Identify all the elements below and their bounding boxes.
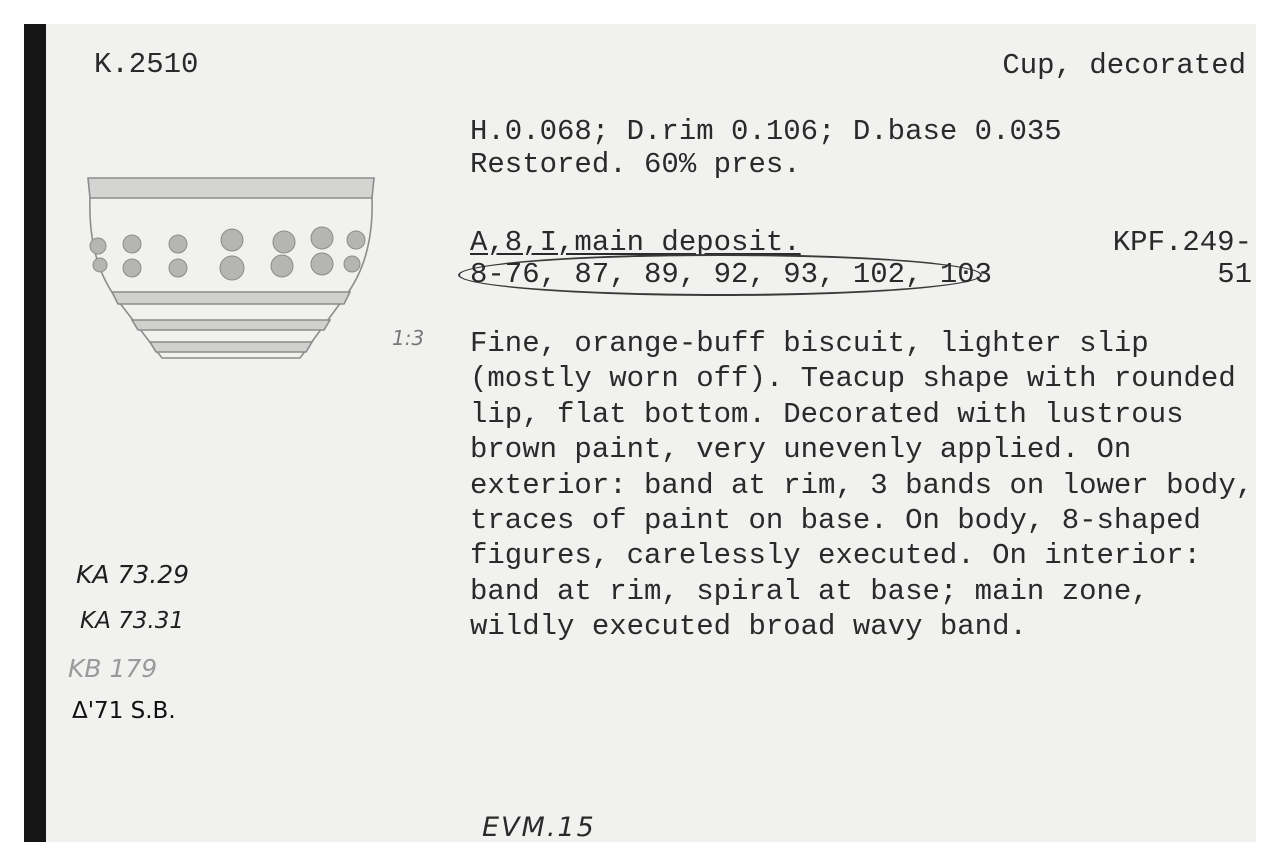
handwritten-note-ka-73-31: KA 73.31 — [80, 608, 184, 634]
description-text: Fine, orange-buff biscuit, lighter slip (mostly worn off). Teacup shape with rounded lip, flat bottom. Decorated with lustrous brown paint, very unevenly applied. On exterior: band at rim, 3 bands on lower body, traces of paint on base. On body, 8-shaped figures, carelessly executed. On interior: band at rim, spiral at base; main zone, wildly executed broad wavy band. — [470, 327, 1254, 644]
kpf-reference-line2: 51 — [1217, 258, 1252, 291]
measurements-line: H.0.068; D.rim 0.106; D.base 0.035 — [470, 115, 1062, 148]
object-type: Cup, decorated — [1002, 49, 1246, 82]
inventory-numbers: 8-76, 87, 89, 92, 93, 102, 103 — [470, 258, 993, 291]
handwritten-footer-evm: EVM.15 — [482, 812, 596, 843]
card-edge-shadow — [24, 24, 46, 842]
handwritten-note-kb-179: KB 179 — [68, 654, 158, 683]
cup-sketch — [82, 170, 382, 370]
measurements — [470, 115, 1062, 181]
accession-number: K.2510 — [94, 48, 199, 81]
deposit-label: A,8,I,main deposit. — [470, 226, 801, 259]
preservation-line: Restored. 60% pres. — [470, 148, 801, 181]
kpf-reference-line1: KPF.249- — [1112, 226, 1252, 259]
handwritten-note-sb: Δ'71 S.B. — [72, 698, 176, 724]
scale-note: 1:3 — [392, 326, 425, 350]
handwritten-note-ka-73-29: KA 73.29 — [76, 560, 190, 589]
